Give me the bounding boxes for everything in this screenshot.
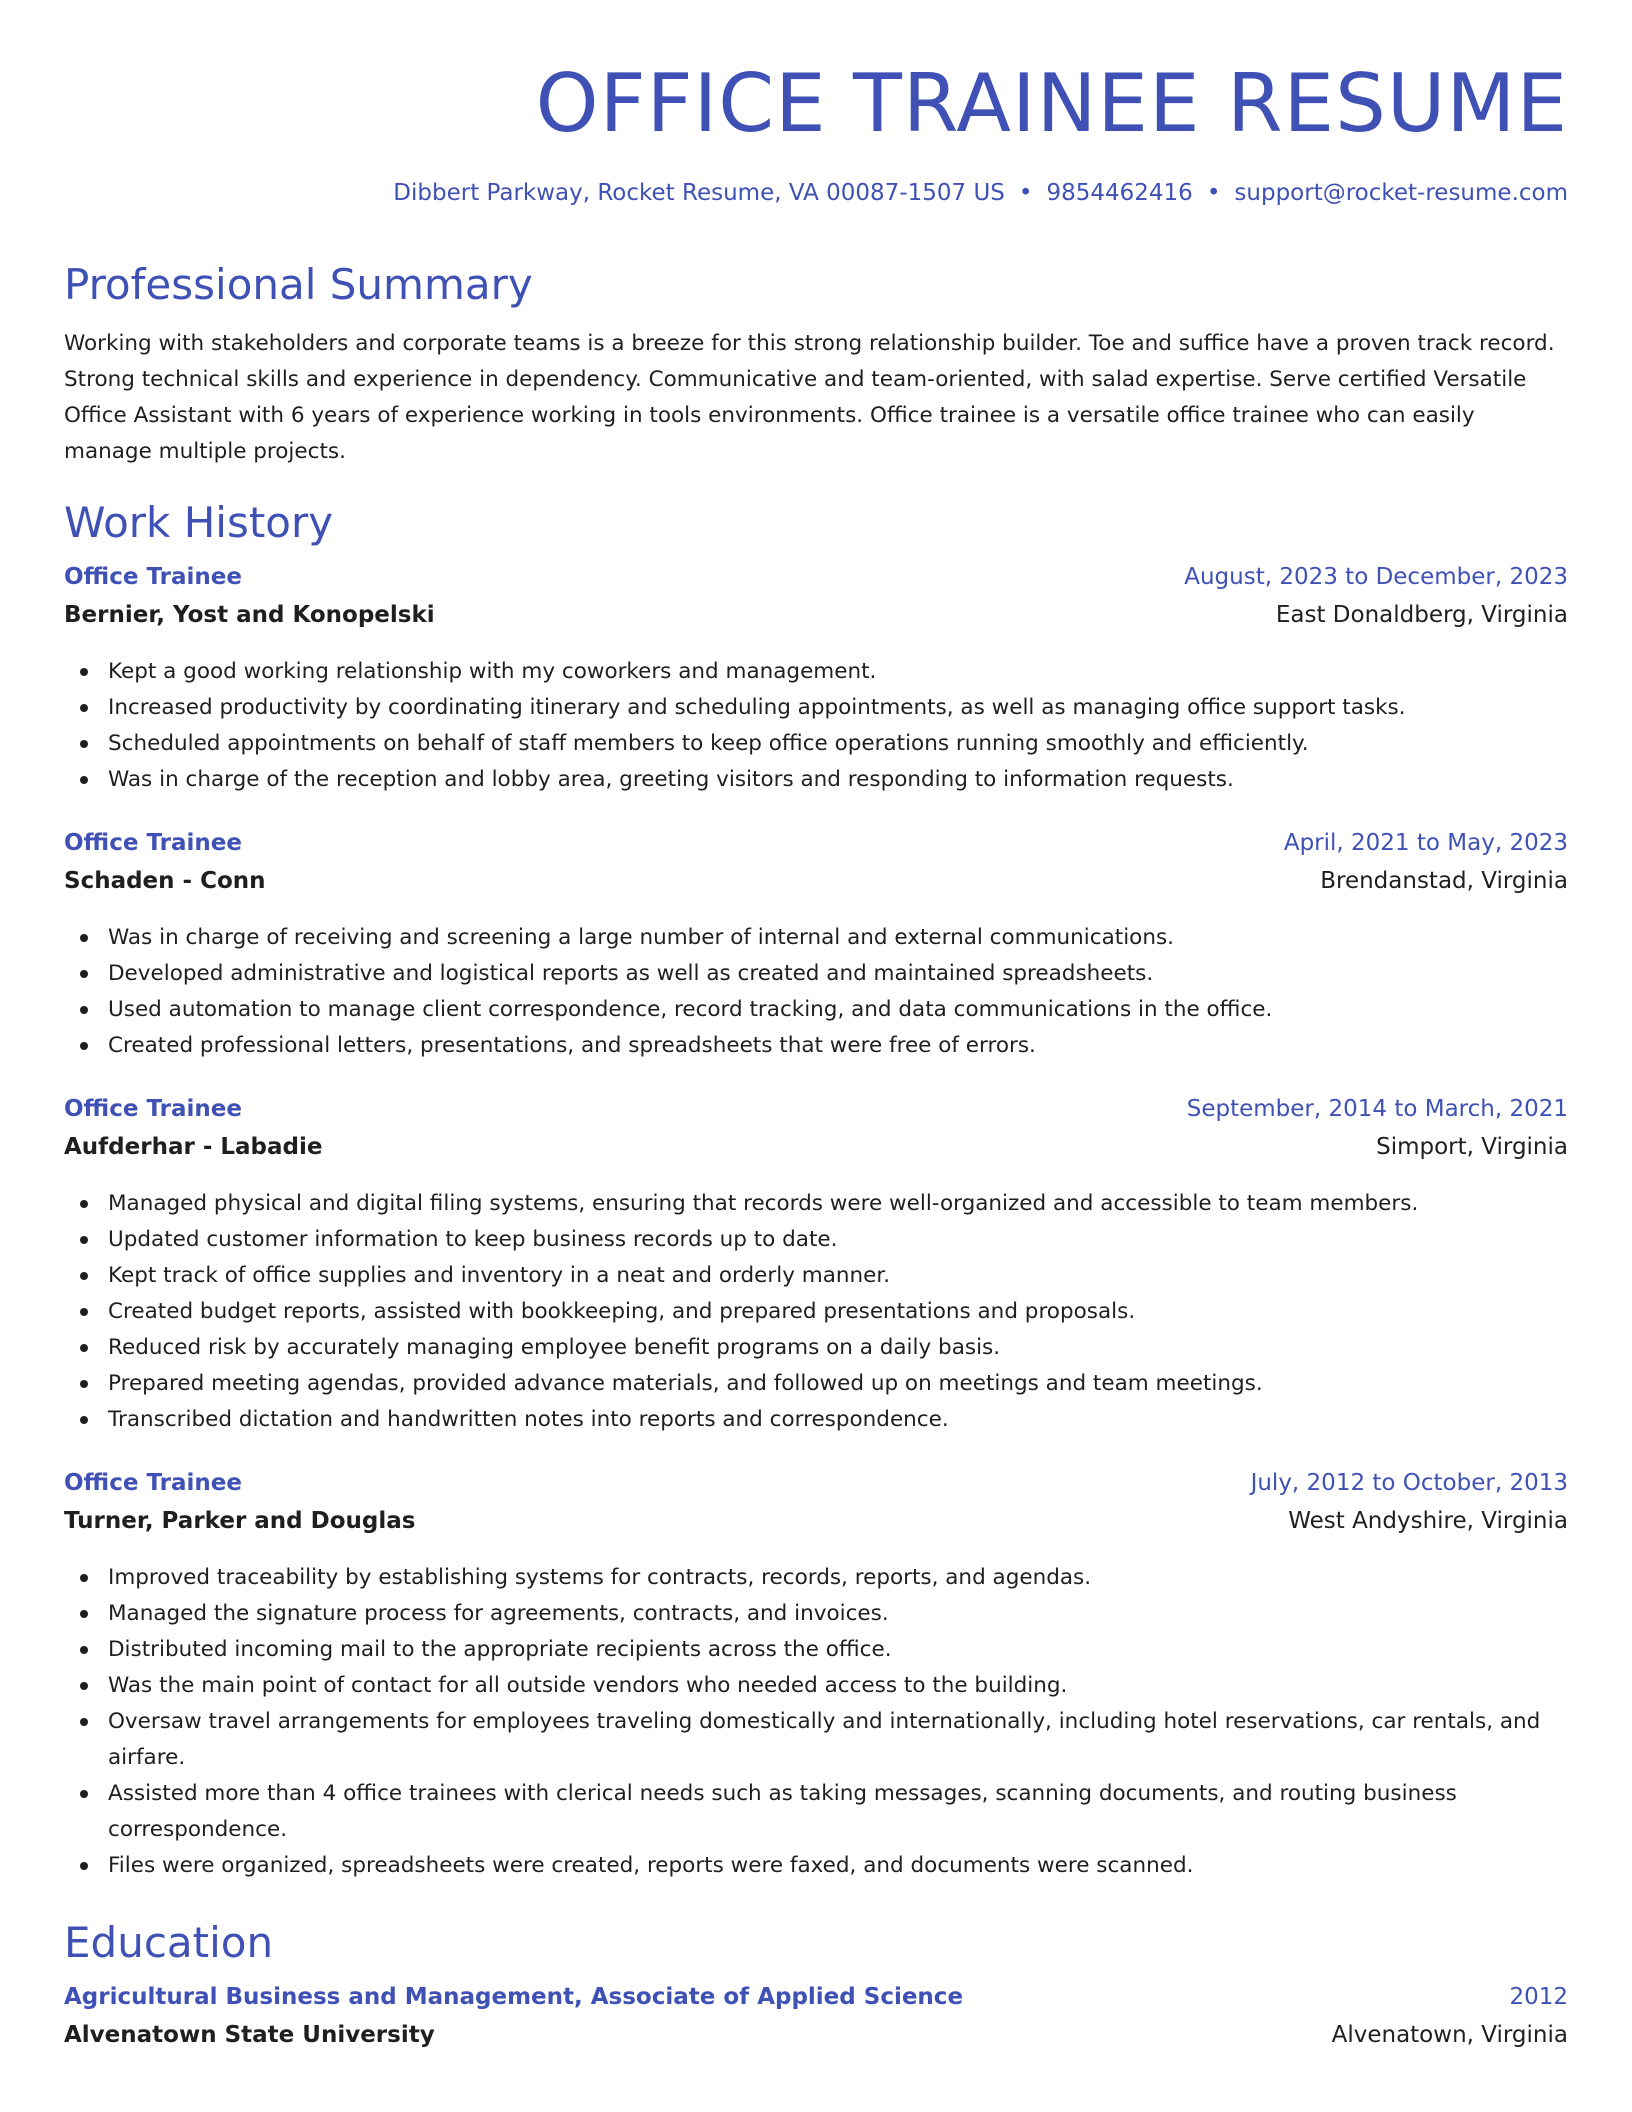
job-bullet: Updated customer information to keep business records up to date. [64,1222,1568,1258]
job-role: Office Trainee [64,1470,242,1496]
job-bullet: Was in charge of receiving and screening a large number of internal and external communications. [64,920,1568,956]
job-bullet: Kept a good working relationship with my coworkers and management. [64,654,1568,690]
contact-line [393,180,1568,206]
job-bullet: Assisted more than 4 office trainees with clerical needs such as taking messages, scanning documents, and routing business correspondence. [64,1776,1568,1848]
job-bullets [64,1186,1568,1438]
job-company: Turner, Parker and Douglas [64,1508,416,1534]
job-bullet: Increased productivity by coordinating itinerary and scheduling appointments, as well as managing office support tasks. [64,690,1568,726]
job-bullet: Reduced risk by accurately managing employee benefit programs on a daily basis. [64,1330,1568,1366]
job-company: Bernier, Yost and Konopelski [64,602,435,628]
job-company: Aufderhar - Labadie [64,1134,323,1160]
summary-text: Working with stakeholders and corporate teams is a breeze for this strong relationship builder. Toe and suffice have a proven track record. Strong technical skills and experience in dependency. Communicative and team-oriented, with salad expertise. Serve certified Versatile Office Assistant with 6 years of experience working in tools environments. Office trainee is a versatile office trainee who can easily manage multiple projects. [64,331,1555,464]
education-year: 2012 [1509,1984,1568,2010]
job-dates: April, 2021 to May, 2023 [1283,830,1568,856]
job-bullet: Prepared meeting agendas, provided advance materials, and followed up on meetings and team meetings. [64,1366,1568,1402]
job-bullet: Improved traceability by establishing systems for contracts, records, reports, and agendas. [64,1560,1568,1596]
job-bullet: Oversaw travel arrangements for employees traveling domestically and internationally, including hotel reservations, car rentals, and airfare. [64,1704,1568,1776]
job-bullet: Used automation to manage client correspondence, record tracking, and data communications in the office. [64,992,1568,1028]
job-company: Schaden - Conn [64,868,266,894]
summary-section [64,258,1568,470]
job-bullet: Files were organized, spreadsheets were created, reports were faxed, and documents were scanned. [64,1848,1568,1884]
contact-address: Dibbert Parkway, Rocket Resume, VA 00087-1507 US [393,180,1005,206]
contact-separator: • [1018,180,1033,206]
job-bullets [64,654,1568,798]
job-bullet: Scheduled appointments on behalf of staff members to keep office operations running smoothly and efficiently. [64,726,1568,762]
job-location: East Donaldberg, Virginia [1275,602,1568,628]
job-role: Office Trainee [64,1096,242,1122]
summary-heading: Professional Summary [64,260,533,309]
job-bullet: Was in charge of the reception and lobby area, greeting visitors and responding to information requests. [64,762,1568,798]
work-history-heading: Work History [64,498,334,547]
job-role: Office Trainee [64,830,242,856]
job-entry [64,1470,1568,1884]
job-bullet: Developed administrative and logistical reports as well as created and maintained spreadsheets. [64,956,1568,992]
job-bullet: Was the main point of contact for all outside vendors who needed access to the building. [64,1668,1568,1704]
job-role: Office Trainee [64,564,242,590]
job-bullet: Created professional letters, presentations, and spreadsheets that were free of errors. [64,1028,1568,1064]
job-bullet: Managed physical and digital filing systems, ensuring that records were well-organized and accessible to team members. [64,1186,1568,1222]
job-location: Simport, Virginia [1376,1134,1568,1160]
education-heading: Education [64,1918,274,1967]
job-bullet: Kept track of office supplies and inventory in a neat and orderly manner. [64,1258,1568,1294]
job-bullets [64,920,1568,1064]
contact-separator: • [1206,180,1221,206]
job-bullets [64,1560,1568,1884]
job-location: West Andyshire, Virginia [1288,1508,1568,1534]
job-location: Brendanstad, Virginia [1320,868,1568,894]
job-entry [64,830,1568,1064]
job-entry [64,1096,1568,1438]
resume-title: OFFICE TRAINEE RESUME [535,57,1568,150]
contact-phone: 9854462416 [1046,180,1193,206]
education-location: Alvenatown, Virginia [1331,2022,1568,2048]
education-entry [64,1984,1568,2060]
job-bullet: Distributed incoming mail to the appropriate recipients across the office. [64,1632,1568,1668]
contact-email: support@rocket-resume.com [1234,180,1568,206]
job-dates: September, 2014 to March, 2021 [1186,1096,1568,1122]
work-history-section [64,496,1568,1884]
education-school: Alvenatown State University [64,2022,435,2048]
job-bullet: Created budget reports, assisted with bookkeeping, and prepared presentations and proposals. [64,1294,1568,1330]
job-bullet: Transcribed dictation and handwritten notes into reports and correspondence. [64,1402,1568,1438]
education-degree: Agricultural Business and Management, Associate of Applied Science [64,1984,964,2010]
resume-content [64,258,1568,2060]
education-section [64,1916,1568,2060]
job-bullet: Managed the signature process for agreements, contracts, and invoices. [64,1596,1568,1632]
job-dates: August, 2023 to December, 2023 [1184,564,1568,590]
job-dates: July, 2012 to October, 2013 [1250,1470,1568,1496]
job-entry [64,564,1568,798]
